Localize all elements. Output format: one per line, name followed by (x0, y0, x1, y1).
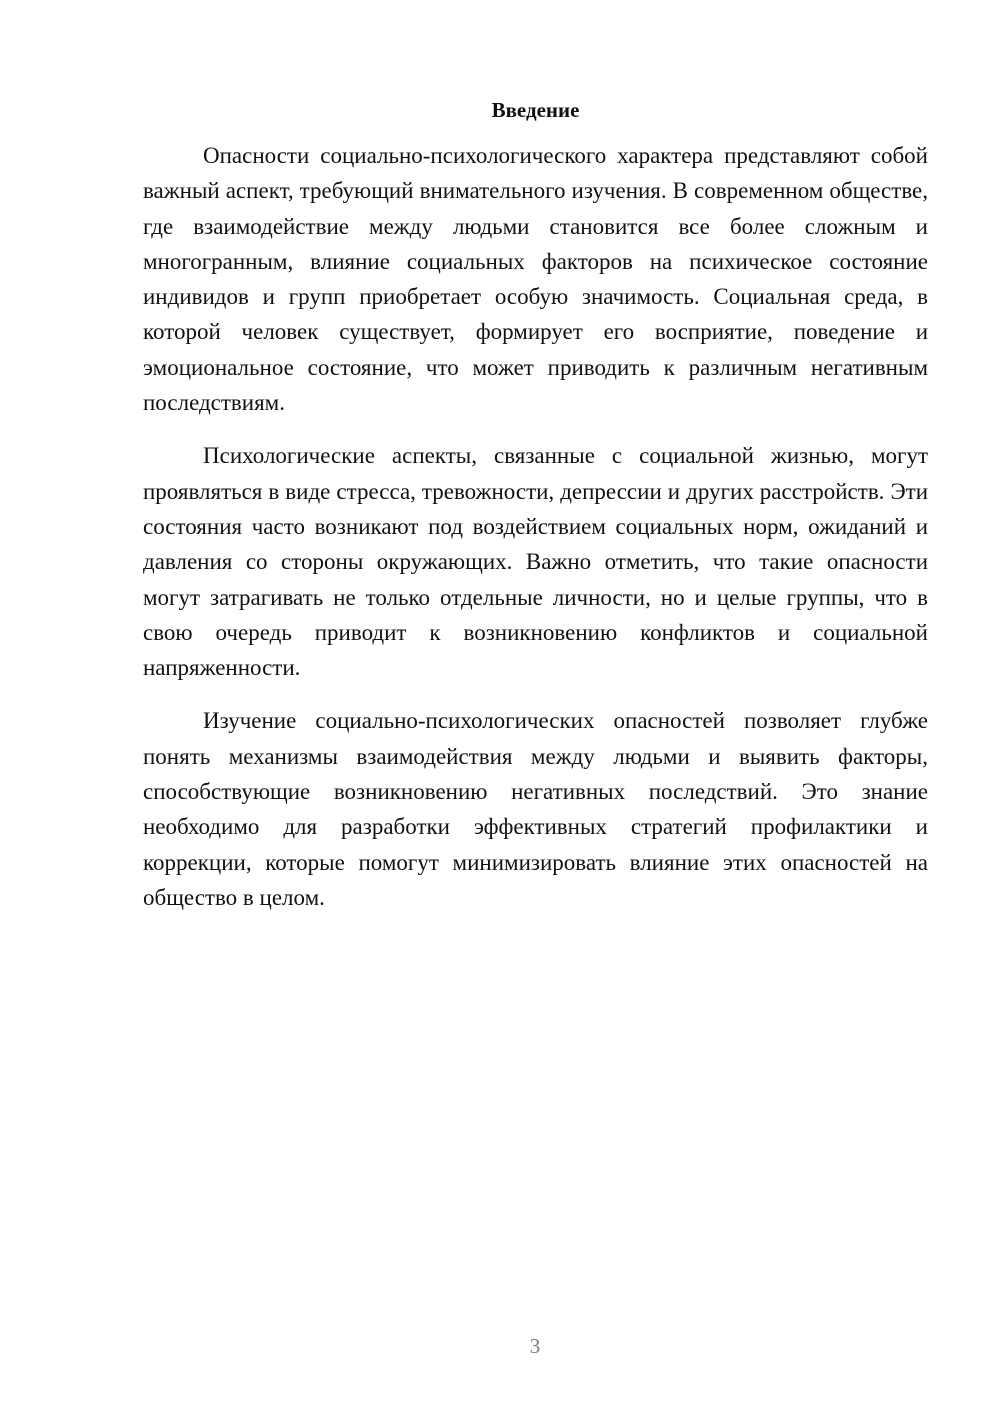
page-number: 3 (529, 1334, 541, 1358)
paragraph-3: Изучение социально-психологических опасностей позволяет глубже понять механизмы взаимодействия между людьми и выявить факторы, способствующие возникновению негативных последствий. Это знание необходимо для разработки эффективных стратегий профилактики и коррекции, которые помогут минимизировать влияние этих опасностей на общество в целом. (143, 708, 928, 910)
document-body (143, 96, 928, 933)
section-heading: Введение (491, 98, 580, 122)
paragraph-1: Опасности социально-психологического характера представляют собой важный аспект, требующий внимательного изучения. В современном обществе, где взаимодействие между людьми становится все более сложным и многогранным, влияние социальных факторов на психическое состояние индивидов и групп приобретает особую значимость. Социальная среда, в которой человек существует, формирует его восприятие, поведение и эмоциональное состояние, что может приводить к различным негативным последствиям. (143, 143, 928, 416)
paragraph-2: Психологические аспекты, связанные с социальной жизнью, могут проявляться в виде стресса, тревожности, депрессии и других расстройств. Эти состояния часто возникают под воздействием социальных норм, ожиданий и давления со стороны окружающих. Важно отметить, что такие опасности могут затрагивать не только отдельные личности, но и целые группы, что в свою очередь приводит к возникновению конфликтов и социальной напряженности. (143, 443, 928, 681)
